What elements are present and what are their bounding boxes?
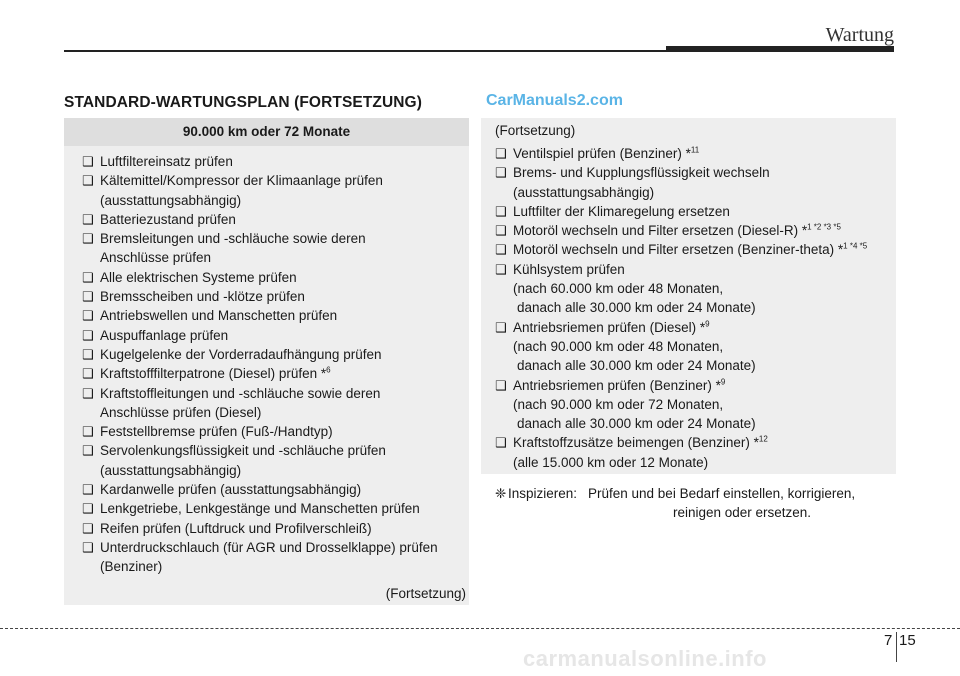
item-text: Motoröl wechseln und Filter ersetzen (Benziner-theta) * (513, 242, 844, 258)
chapter-number: 7 (884, 632, 893, 649)
checklist-item (82, 422, 466, 441)
item-text: Kardanwelle prüfen (ausstattungsabhängig) (100, 482, 362, 498)
page-separator (896, 632, 897, 662)
continued-label: (Fortsetzung) (385, 586, 466, 601)
watermark-bottom: carmanualsonline.info (523, 646, 767, 671)
footnote-ref: 9 (720, 377, 726, 387)
checklist-item (82, 287, 466, 306)
checklist-item (82, 480, 466, 499)
note-text-line1: Prüfen und bei Bedarf einstellen, korrigieren, (588, 486, 856, 501)
item-text: Kugelgelenke der Vorderradaufhängung prüfen (100, 346, 382, 362)
note-mark-icon: ❈ (495, 486, 507, 501)
note-text-line2: reinigen oder ersetzen. (672, 505, 812, 520)
item-text-continuation: Anschlüsse prüfen (Diesel) (100, 404, 262, 420)
item-text-continuation: (nach 60.000 km oder 48 Monaten, (513, 281, 724, 297)
footnote-ref: 9 (705, 319, 710, 329)
item-text: Kühlsystem prüfen (513, 261, 625, 277)
item-text: Brems- und Kupplungsflüssigkeit wechseln (513, 165, 770, 181)
item-text-continuation: (alle 15.000 km oder 12 Monate) (513, 454, 709, 470)
checklist-item (495, 376, 893, 434)
checkbox-icon: ❑ (82, 289, 94, 305)
footer-dashed-line (0, 628, 960, 629)
item-text: Motoröl wechseln und Filter ersetzen (Diesel-R) * (513, 223, 808, 239)
item-text: Batteriezustand prüfen (100, 211, 236, 227)
checkbox-icon: ❑ (495, 377, 507, 393)
item-text: Kraftstoffleitungen und -schläuche sowie deren (100, 385, 381, 401)
interval-heading: 90.000 km oder 72 Monate (64, 118, 469, 146)
checkbox-icon: ❑ (495, 223, 507, 239)
header-rule-accent (666, 46, 894, 52)
checklist-item (82, 229, 466, 268)
checkbox-icon: ❑ (82, 308, 94, 324)
footnote-ref: 11 (690, 145, 700, 155)
checklist-item (495, 202, 893, 221)
item-text-continuation: (ausstattungsabhängig) (100, 192, 242, 208)
checklist-item (82, 499, 466, 518)
checklist-item (82, 364, 466, 383)
item-text: Luftfilter der Klimaregelung ersetzen (513, 203, 730, 219)
page-number: 15 (899, 632, 916, 649)
checkbox-icon: ❑ (82, 173, 94, 189)
checkbox-icon: ❑ (495, 319, 507, 335)
footnote-ref: 1 *4 *5 (843, 241, 868, 251)
item-text: Feststellbremse prüfen (Fuß-/Handtyp) (100, 424, 333, 440)
item-text: Antriebsriemen prüfen (Diesel) * (513, 319, 706, 335)
section-title: STANDARD-WARTUNGSPLAN (FORTSETZUNG) (64, 94, 422, 111)
checkbox-icon: ❑ (82, 385, 94, 401)
item-text-continuation: (ausstattungsabhängig) (513, 184, 655, 200)
item-text-continuation: danach alle 30.000 km oder 24 Monate) (517, 300, 756, 316)
item-text: Kältemittel/Kompressor der Klimaanlage prüfen (100, 173, 383, 189)
item-text: Kraftstofffilterpatrone (Diesel) prüfen * (100, 366, 327, 382)
checklist-item (82, 171, 466, 210)
item-text: Luftfiltereinsatz prüfen (100, 154, 233, 169)
checkbox-icon: ❑ (82, 443, 94, 459)
watermark-logo: CarManuals2.com (486, 92, 623, 109)
item-text-continuation: (ausstattungsabhängig) (100, 462, 242, 478)
checkbox-icon: ❑ (82, 501, 94, 517)
checkbox-icon: ❑ (495, 165, 507, 181)
checkbox-icon: ❑ (82, 231, 94, 247)
maintenance-box-continued (481, 118, 896, 474)
checkbox-icon: ❑ (495, 261, 507, 277)
note-label: Inspizieren: (508, 486, 578, 501)
item-text: Auspuffanlage prüfen (100, 327, 229, 343)
item-text-continuation: Anschlüsse prüfen (100, 250, 212, 266)
checkbox-icon: ❑ (495, 146, 507, 161)
checklist-item (495, 163, 893, 202)
checklist-item (82, 345, 466, 364)
footnote-ref: 12 (758, 434, 768, 444)
item-text: Reifen prüfen (Luftdruck und Profilverschleiß) (100, 520, 372, 536)
item-text-continuation: (nach 90.000 km oder 72 Monaten, (513, 396, 724, 412)
checklist-item (495, 144, 893, 163)
checkbox-icon: ❑ (82, 327, 94, 343)
footnote-ref: 6 (326, 365, 331, 375)
chapter-title: Wartung (825, 24, 894, 46)
checkbox-icon: ❑ (495, 435, 507, 451)
checklist-item (495, 240, 893, 259)
checklist-item (495, 260, 893, 318)
item-text: Bremsscheiben und -klötze prüfen (100, 289, 305, 305)
checkbox-icon: ❑ (82, 539, 94, 555)
checklist-item (82, 306, 466, 325)
continued-label: (Fortsetzung) (495, 123, 576, 138)
checkbox-icon: ❑ (82, 482, 94, 498)
checklist-item (82, 441, 466, 480)
checkbox-icon: ❑ (82, 520, 94, 536)
item-text: Unterdruckschlauch (für AGR und Drosselklappe) prüfen (100, 539, 438, 555)
item-text: Ventilspiel prüfen (Benziner) * (513, 146, 691, 161)
checklist-item (495, 318, 893, 376)
checkbox-icon: ❑ (495, 242, 507, 258)
item-text: Antriebswellen und Manschetten prüfen (100, 308, 338, 324)
item-text: Lenkgetriebe, Lenkgestänge und Manschetten prüfen (100, 501, 420, 517)
checkbox-icon: ❑ (82, 366, 94, 382)
checklist-item (82, 519, 466, 538)
checkbox-icon: ❑ (82, 211, 94, 227)
checklist-item (82, 268, 466, 287)
item-text: Kraftstoffzusätze beimengen (Benziner) * (513, 435, 759, 451)
checkbox-icon: ❑ (82, 424, 94, 440)
footnote-ref: 1 *2 *3 *5 (807, 222, 841, 232)
item-text-continuation: danach alle 30.000 km oder 24 Monate) (517, 358, 756, 374)
checkbox-icon: ❑ (82, 269, 94, 285)
checklist-item (82, 384, 466, 423)
checkbox-icon: ❑ (82, 346, 94, 362)
checklist-item (82, 210, 466, 229)
item-text: Servolenkungsflüssigkeit und -schläuche prüfen (100, 443, 386, 459)
item-text-continuation: (Benziner) (100, 559, 163, 575)
item-text-continuation: danach alle 30.000 km oder 24 Monate) (517, 416, 756, 432)
checkbox-icon: ❑ (495, 203, 507, 219)
maintenance-box-90000 (64, 118, 469, 605)
checkbox-icon: ❑ (82, 154, 94, 169)
checklist-item (495, 221, 893, 240)
checklist-item (82, 538, 466, 577)
item-text: Bremsleitungen und -schläuche sowie deren (100, 231, 366, 247)
item-text-continuation: (nach 90.000 km oder 48 Monaten, (513, 338, 724, 354)
checklist-item (82, 326, 466, 345)
checklist-item (495, 433, 893, 472)
item-text: Alle elektrischen Systeme prüfen (100, 269, 297, 285)
item-text: Antriebsriemen prüfen (Benziner) * (513, 377, 721, 393)
left-checklist (82, 152, 466, 577)
checklist-item (82, 152, 466, 171)
right-checklist (495, 144, 893, 472)
